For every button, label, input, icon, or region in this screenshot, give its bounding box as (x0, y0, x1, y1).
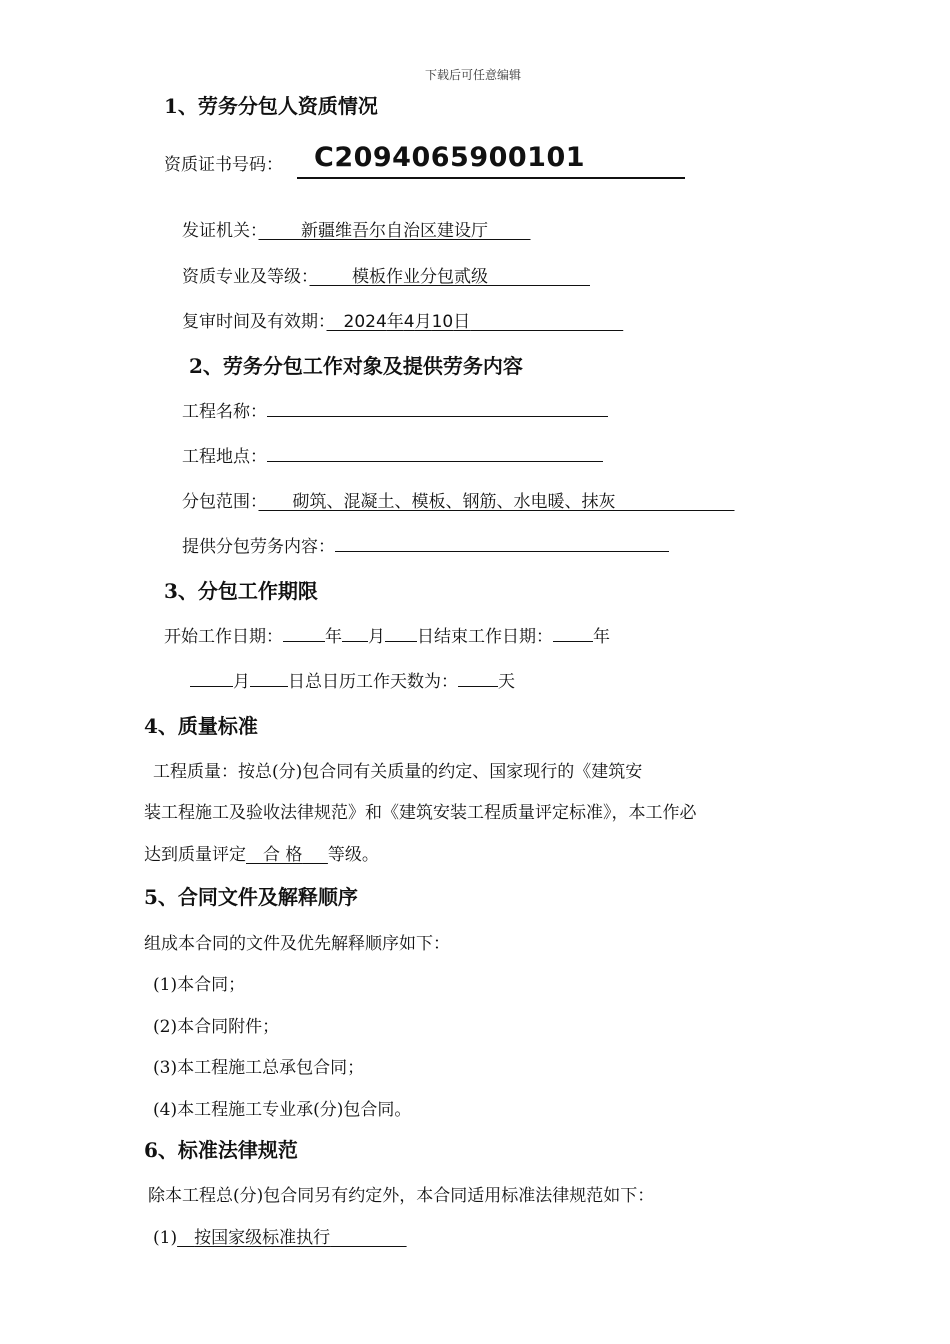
start-month-blank (342, 640, 368, 642)
total-days-blank (458, 685, 498, 687)
cert-row (164, 150, 283, 175)
quality-line-3-suffix: 等级。 (327, 845, 379, 865)
contract-doc-item-4: (4)本工程施工专业承(分)包合同。 (153, 1100, 412, 1120)
contract-docs-intro: 组成本合同的文件及优先解释顺序如下： (144, 934, 450, 954)
contract-doc-item-1: (1)本合同； (153, 975, 246, 995)
grade-label: 资质专业及等级： (182, 267, 310, 287)
end-year-unit: 年 (593, 627, 610, 647)
grade-value: 模板作业分包贰级 (352, 267, 488, 287)
review-label: 复审时间及有效期： (182, 312, 327, 332)
standards-intro: 除本工程总(分)包合同另有约定外，本合同适用标准法律规范如下： (148, 1186, 655, 1206)
review-row (182, 307, 623, 332)
grade-row (182, 262, 590, 287)
start-year-blank (283, 640, 325, 642)
start-month-unit: 月 (368, 627, 385, 647)
project-site-row (182, 442, 603, 467)
total-days-unit: 天 (498, 672, 515, 692)
section-5-title: 5、合同文件及解释顺序 (144, 885, 358, 909)
start-day-blank (385, 640, 417, 642)
issuer-value: 新疆维吾尔自治区建设厅 (301, 221, 488, 241)
end-day-blank (250, 685, 288, 687)
section-2-title: 2、劳务分包工作对象及提供劳务内容 (189, 354, 523, 378)
labor-content-label: 提供分包劳务内容： (182, 537, 335, 557)
quality-line-1: 工程质量：按总(分)包合同有关质量的约定、国家现行的《建筑安 (153, 762, 643, 782)
contract-doc-item-3: (3)本工程施工总承包合同； (153, 1058, 365, 1078)
scope-value: 砌筑、混凝土、模板、钢筋、水电暖、抹灰 (292, 492, 616, 512)
labor-content-row (182, 532, 669, 557)
project-site-blank (267, 460, 603, 462)
cert-number: C2094065900101 (314, 142, 586, 173)
cert-field (297, 140, 685, 179)
section-3-title: 3、分包工作期限 (164, 579, 318, 603)
issuer-row (182, 216, 531, 241)
review-value: 2024年4月10日 (343, 312, 471, 332)
section-6-title: 6、标准法律规范 (144, 1138, 298, 1162)
cert-label: 资质证书号码： (164, 155, 283, 175)
project-site-label: 工程地点： (182, 447, 267, 467)
period-row-1 (164, 622, 610, 647)
quality-line-3-prefix: 达到质量评定 (144, 845, 246, 865)
start-date-label: 开始工作日期： (164, 627, 283, 647)
project-name-row (182, 397, 608, 422)
standards-item-1 (153, 1223, 407, 1248)
end-month-blank (190, 685, 233, 687)
section-1-title: 1、劳务分包人资质情况 (164, 94, 378, 118)
end-date-label: 日结束工作日期： (417, 627, 553, 647)
issuer-label: 发证机关： (182, 221, 259, 241)
project-name-label: 工程名称： (182, 402, 267, 422)
total-days-label: 日总日历工作天数为： (288, 672, 458, 692)
scope-row (182, 487, 735, 512)
quality-line-3 (144, 840, 379, 865)
quality-line-2: 装工程施工及验收法律规范》和《建筑安装工程质量评定标准》，本工作必 (144, 803, 697, 823)
quality-grade: 合 格 (263, 845, 303, 865)
standards-item-number: (1) (153, 1228, 178, 1248)
labor-content-blank (335, 550, 669, 552)
standards-item-value: 按国家级标准执行 (194, 1228, 331, 1248)
section-4-title: 4、质量标准 (144, 714, 258, 738)
period-row-2 (190, 667, 515, 692)
project-name-blank (267, 415, 608, 417)
contract-doc-item-2: (2)本合同附件； (153, 1017, 280, 1037)
start-year-unit: 年 (325, 627, 342, 647)
page-header: 下载后可任意编辑 (425, 68, 522, 82)
end-year-blank (553, 640, 593, 642)
end-month-unit: 月 (233, 672, 250, 692)
scope-label: 分包范围： (182, 492, 259, 512)
